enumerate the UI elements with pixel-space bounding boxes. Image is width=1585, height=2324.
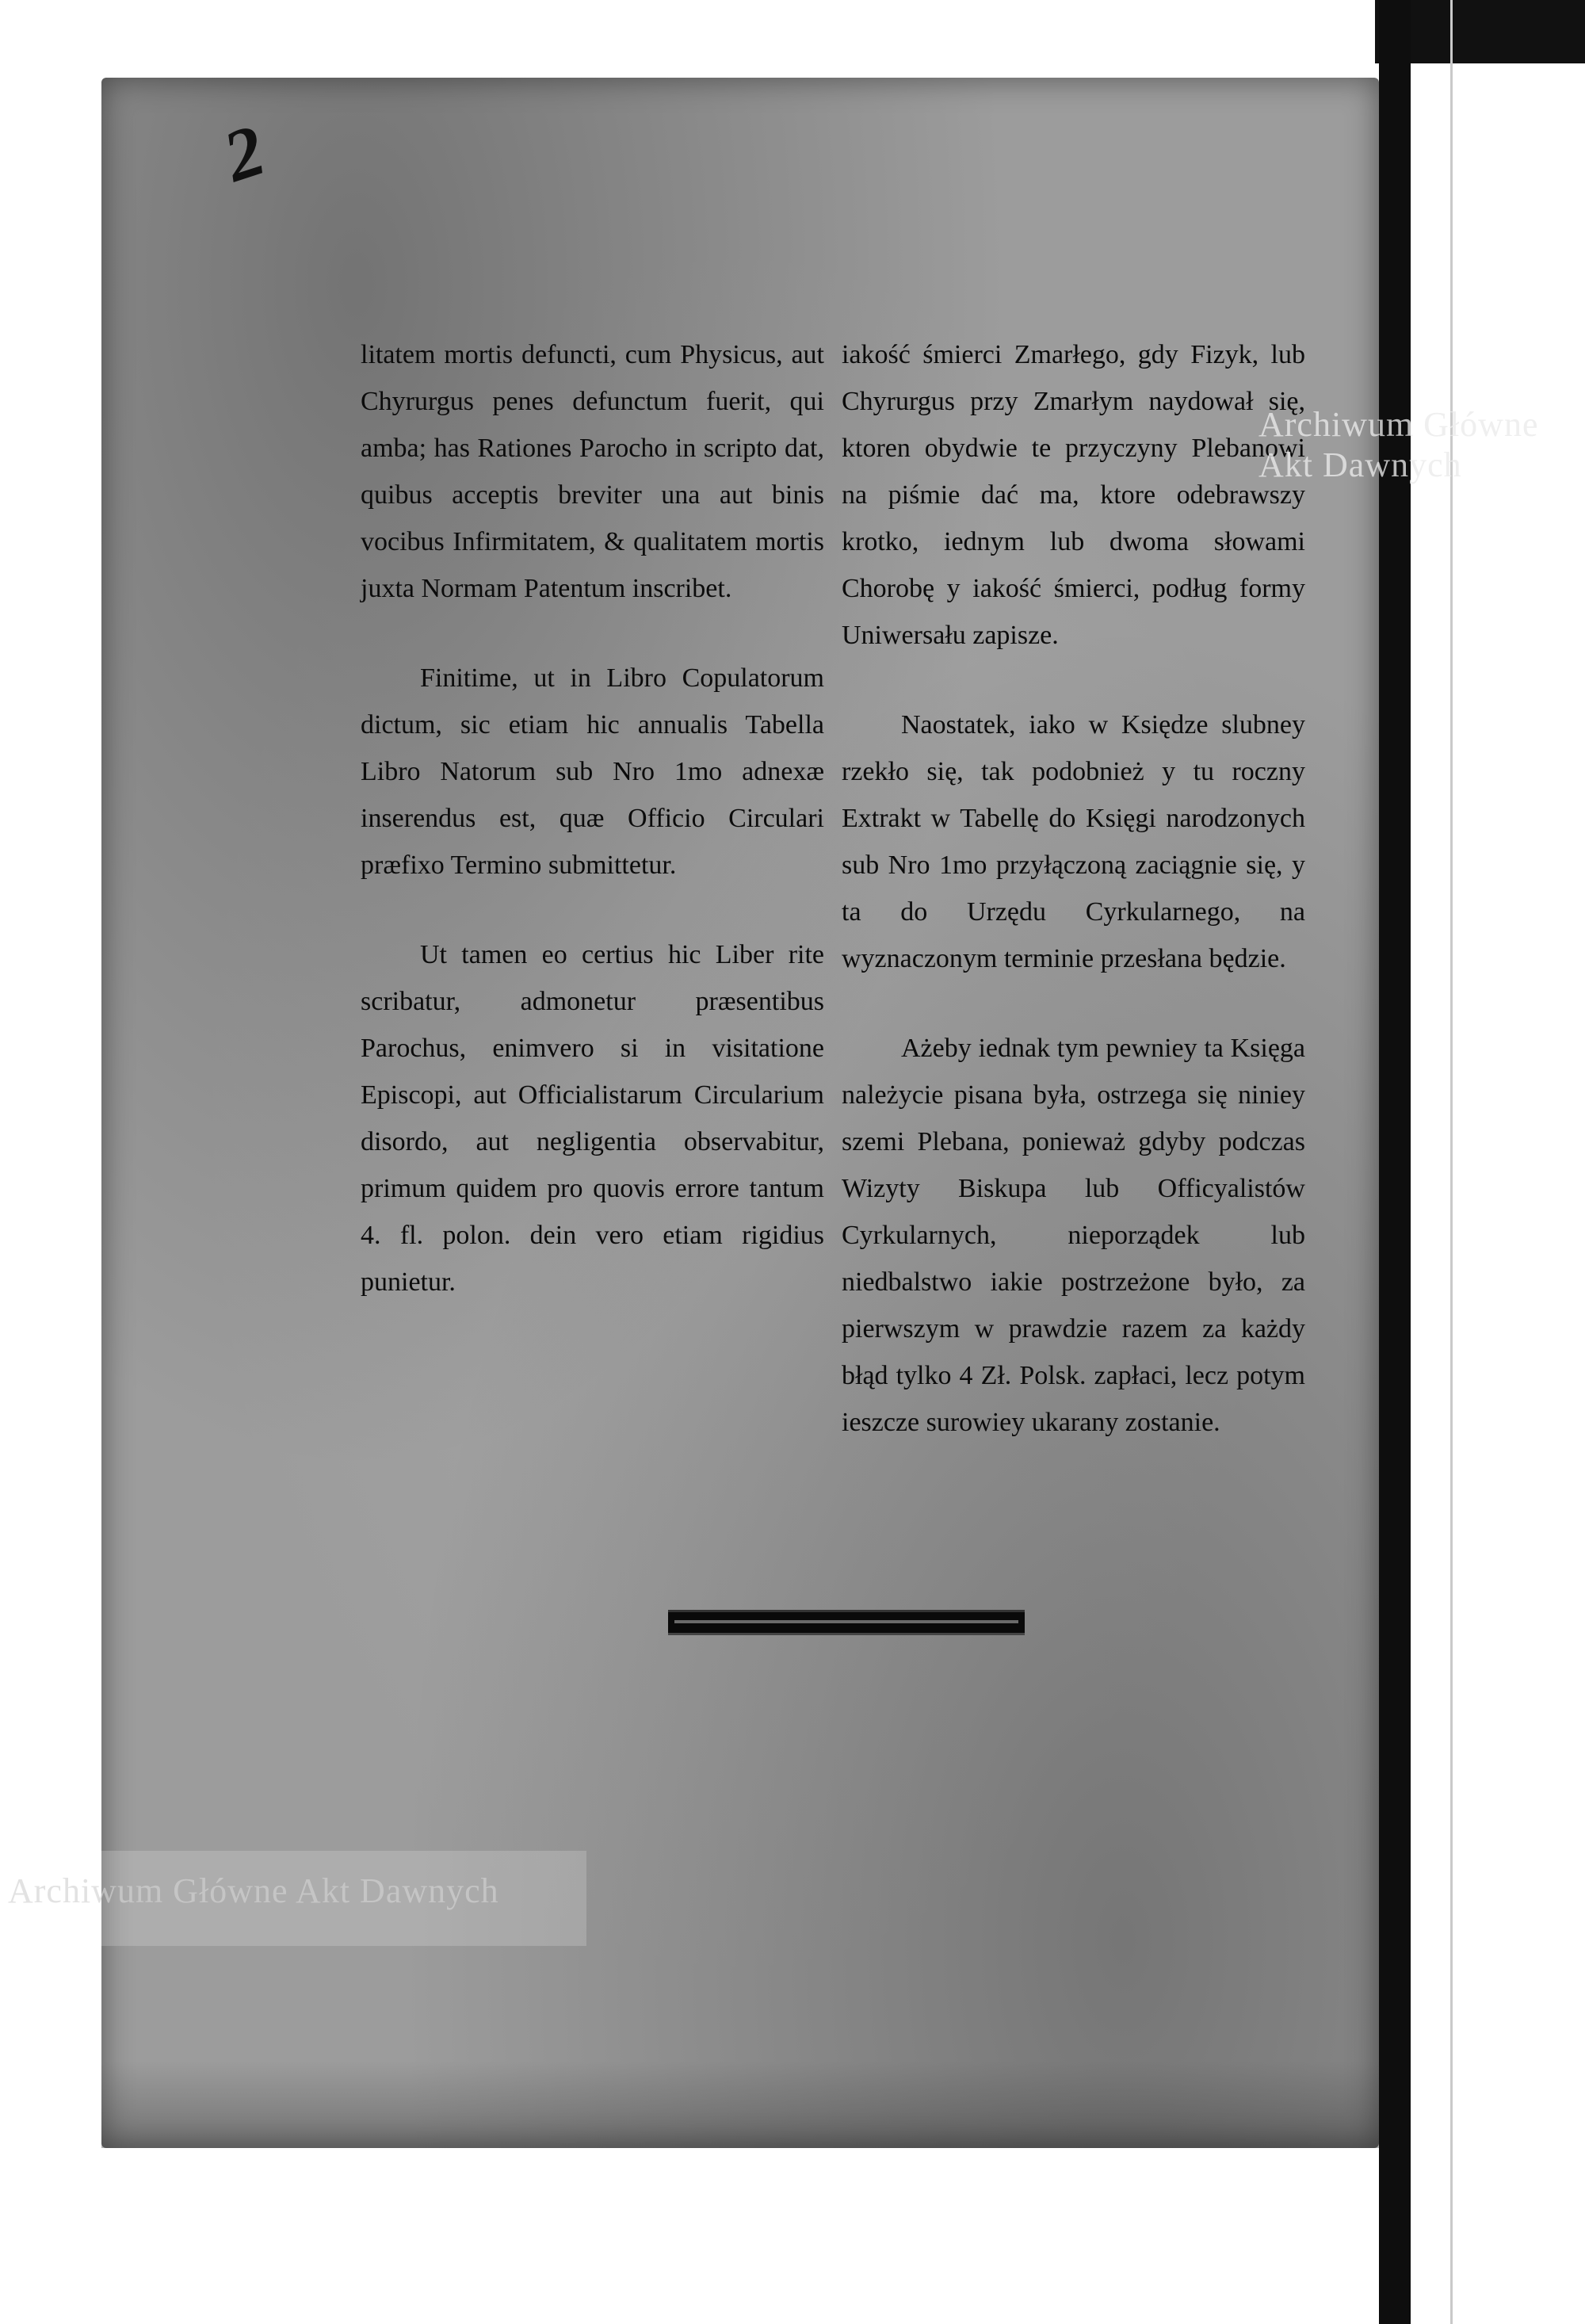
- film-edge-line: [1450, 0, 1453, 2324]
- latin-paragraph-1: litatem mortis defuncti, cum Physicus, aut Chyrurgus penes defunctum fuerit, qui amba; has Rationes Parocho in scripto dat, quibus acceptis breviter una aut binis vocibus Infirmitatem, & qualitatem mortis juxta Normam Patentum inscribet.: [361, 340, 824, 603]
- polish-paragraph-3: Ażeby iednak tym pewniey ta Księga należycie pisana była, ostrzega się niniey szemi Plebana, ponieważ gdyby podczas Wizyty Biskupa lub Officyalistów Cyrkularnych, nieporządek lub niedbalstwo iakie postrzeżone było, za pierwszym w prawdzie razem za każdy błąd tylko 4 Zł. Polsk. zapłaci, lecz potym ieszcze surowiey ukarany zostanie.: [842, 1034, 1305, 1437]
- archive-watermark-bottom: Archiwum Główne Akt Dawnych: [8, 1871, 499, 1910]
- latin-column: [361, 331, 824, 1348]
- closing-rule: [668, 1610, 1025, 1635]
- latin-paragraph-2: Finitime, ut in Libro Copulatorum dictum, sic etiam hic annualis Tabella Libro Natorum sub Nro 1mo adnexæ inserendus est, quæ Officio Circulari præfixo Termino submittetur.: [361, 663, 824, 880]
- corner-handwritten-mark: 2: [214, 109, 274, 197]
- film-edge-strip: [1379, 0, 1411, 2324]
- polish-paragraph-1: iakość śmierci Zmarłego, gdy Fizyk, lub Chyrurgus przy Zmarłym naydował się, ktoren obydwie te przyczyny Plebanowi na piśmie dać ma, ktore odebrawszy krotko, iednym lub dwoma słowami Chorobę y iakość śmierci, podług formy Uniwersału zapisze.: [842, 340, 1305, 650]
- polish-column: [842, 331, 1305, 1489]
- page-shadow: [101, 2061, 1379, 2148]
- polish-paragraph-2: Naostatek, iako w Księdze slubney rzekło się, tak podobnież y tu roczny Extrakt w Tabellę do Księgi narodzonych sub Nro 1mo przyłączoną zaciągnie się, y ta do Urzędu Cyrkularnego, na wyznaczonym terminie przesłana będzie.: [842, 710, 1305, 973]
- latin-paragraph-3: Ut tamen eo certius hic Liber rite scribatur, admonetur præsentibus Parochus, enimvero si in visitatione Episcopi, aut Officialistarum Circularium disordo, aut negligentia observabitur, primum quidem pro quovis errore tantum 4. fl. polon. dein vero etiam rigidius punietur.: [361, 940, 824, 1297]
- archive-watermark-top: Archiwum Główne Akt Dawnych: [1258, 405, 1539, 484]
